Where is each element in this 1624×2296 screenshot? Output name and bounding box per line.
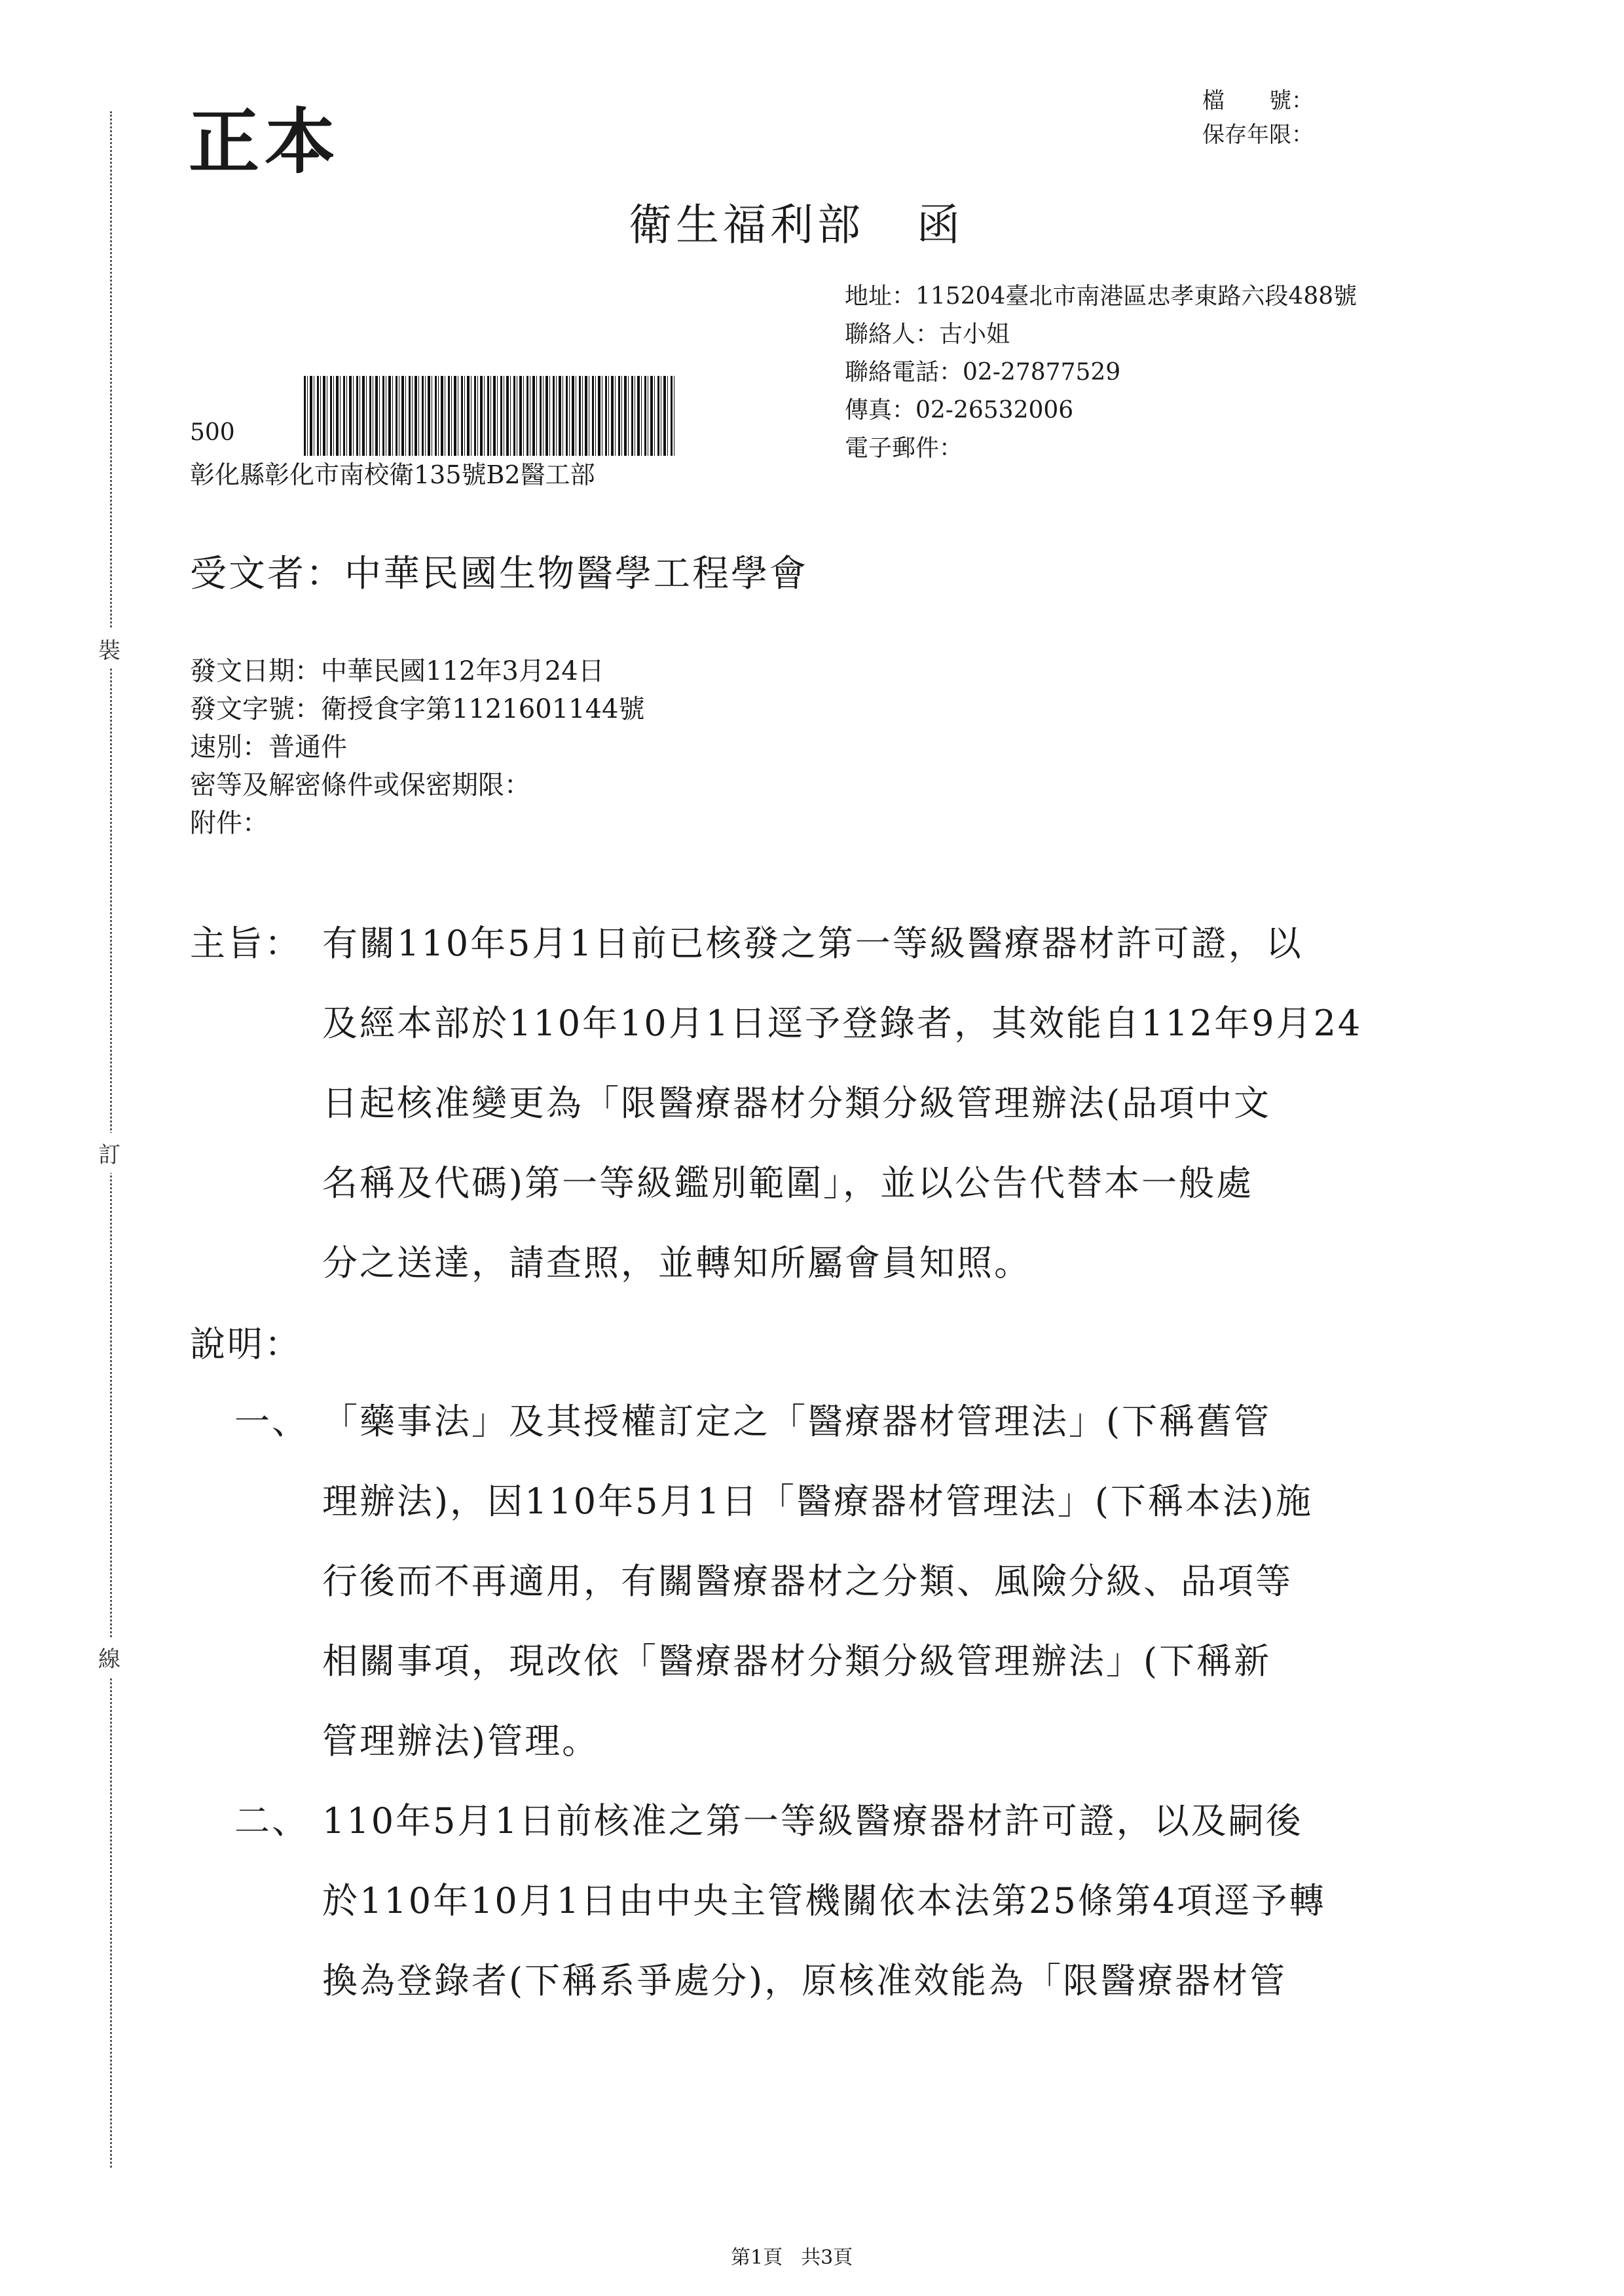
explanation-line: 理辦法)，因110年5月1日「醫療器材管理法」(下稱本法)施 xyxy=(322,1481,1313,1522)
explanation-line: 換為登錄者(下稱系爭處分)，原核准效能為「限醫療器材管 xyxy=(322,1960,1287,2001)
explanation-line: 行後而不再適用，有關醫療器材之分類、風險分級、品項等 xyxy=(322,1561,1293,1602)
explanation-label: 說明： xyxy=(190,1324,302,1365)
page-number: 第1頁 xyxy=(731,2246,783,2269)
subject-line: 日起核准變更為「限醫療器材分類分級管理辦法(品項中文 xyxy=(322,1083,1272,1124)
issue-date: 發文日期：中華民國112年3月24日 xyxy=(190,656,604,686)
mail-barcode xyxy=(304,376,674,456)
contact-address: 地址：115204臺北市南港區忠孝東路六段488號 xyxy=(845,283,1357,310)
document-type: 函 xyxy=(917,200,964,250)
subject-line: 名稱及代碼)第一等級鑑別範圍」，並以公告代替本一般處 xyxy=(322,1162,1254,1204)
contact-phone: 聯絡電話：02-27877529 xyxy=(845,359,1121,386)
explanation-line: 於110年10月1日由中央主管機關依本法第25條第4項逕予轉 xyxy=(322,1880,1327,1921)
page-footer xyxy=(731,2241,853,2270)
subject-label: 主旨： xyxy=(190,923,302,964)
explanation-line: 「藥事法」及其授權訂定之「醫療器材管理法」(下稱舊管 xyxy=(322,1401,1272,1442)
explanation-item-label: 一、 xyxy=(234,1401,309,1442)
mail-address: 彰化縣彰化市南校衛135號B2醫工部 xyxy=(190,460,595,489)
contact-email: 電子郵件： xyxy=(845,435,963,462)
file-number-label: 檔 號： xyxy=(1202,88,1314,114)
issuing-agency-title xyxy=(629,190,964,252)
file-meta-block xyxy=(1202,84,1314,152)
subject-line: 有關110年5月1日前已核發之第一等級醫療器材許可證，以 xyxy=(322,923,1303,964)
page-total: 共3頁 xyxy=(801,2246,853,2269)
contact-block xyxy=(845,278,1357,468)
contact-fax: 傳真：02-26532006 xyxy=(845,397,1074,424)
document-meta-block xyxy=(190,652,645,842)
mail-zip-code: 500 xyxy=(190,419,235,446)
document-number: 發文字號：衛授食字第1121601144號 xyxy=(190,694,645,724)
explanation-line: 管理辦法)管理。 xyxy=(322,1720,600,1762)
binding-mark-zhuang: 裝 xyxy=(98,629,120,669)
subject-line: 及經本部於110年10月1日逕予登錄者，其效能自112年9月24 xyxy=(322,1003,1363,1044)
contact-person: 聯絡人：古小姐 xyxy=(845,321,1010,348)
original-copy-stamp: 正本 xyxy=(189,101,341,183)
retention-period-label: 保存年限： xyxy=(1202,122,1314,148)
subject-line: 分之送達，請查照，並轉知所屬會員知照。 xyxy=(322,1242,1031,1284)
binding-mark-xian: 線 xyxy=(98,1637,120,1677)
secrecy-level: 密等及解密條件或保密期限： xyxy=(190,770,530,800)
explanation-line: 相關事項，現改依「醫療器材分類分級管理辦法」(下稱新 xyxy=(322,1640,1272,1682)
agency-name: 衛生福利部 xyxy=(629,200,864,250)
explanation-line: 110年5月1日前核准之第一等級醫療器材許可證，以及嗣後 xyxy=(322,1800,1303,1842)
binding-mark-ding: 訂 xyxy=(98,1133,120,1173)
attachment-label: 附件： xyxy=(190,808,268,838)
delivery-speed: 速別：普通件 xyxy=(190,732,347,762)
recipient-line: 受文者：中華民國生物醫學工程學會 xyxy=(190,553,808,595)
explanation-item-label: 二、 xyxy=(234,1800,309,1842)
